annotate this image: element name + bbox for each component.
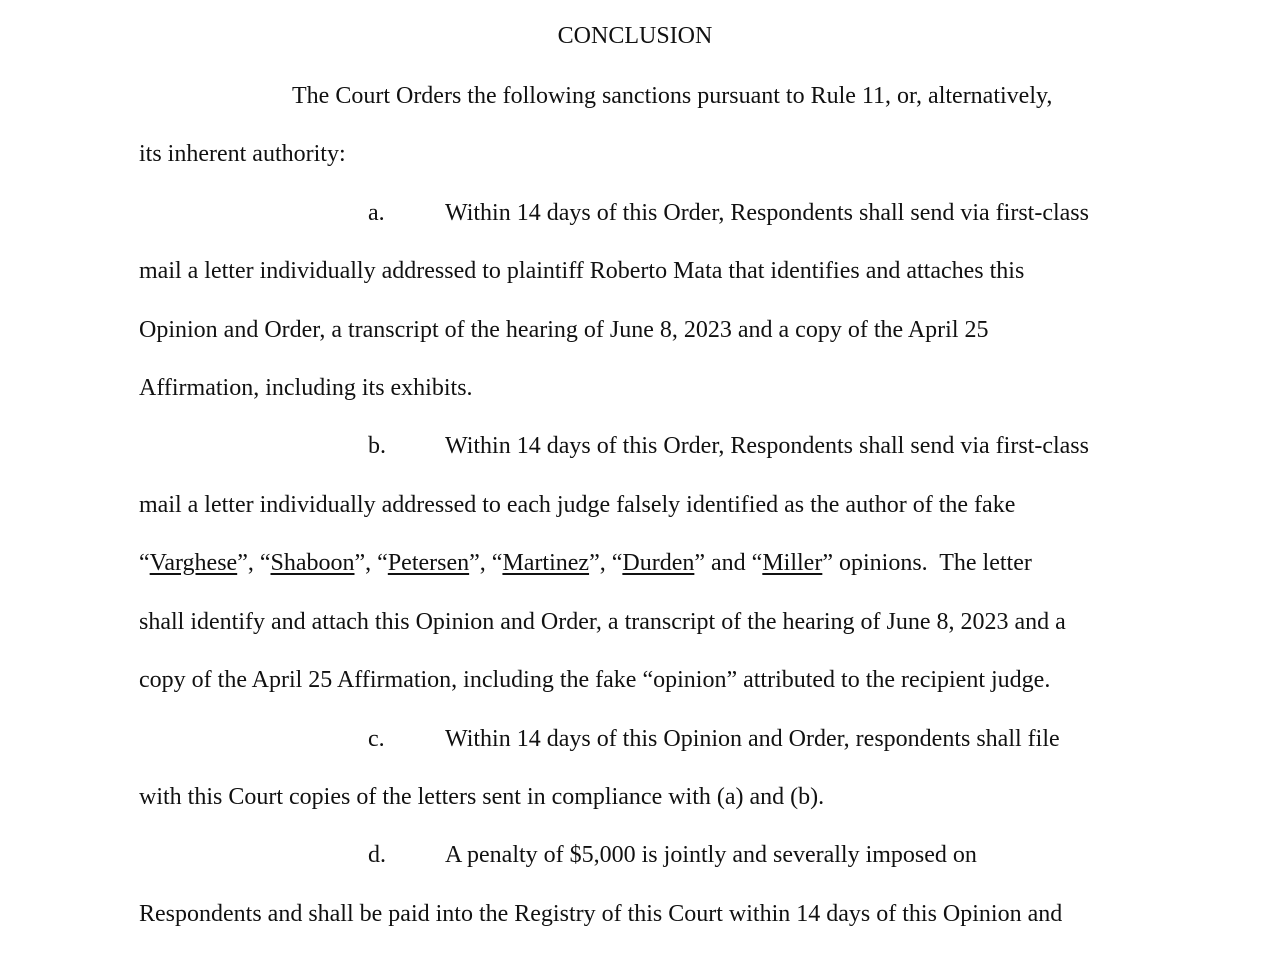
item-d-marker: d. <box>368 842 386 868</box>
item-b-line-2: mail a letter individually addressed to each judge falsely identified as the author of the fake <box>139 492 1016 518</box>
item-b-line-1: Within 14 days of this Order, Respondents shall send via first-class <box>445 433 1089 459</box>
item-a-line-2: mail a letter individually addressed to plaintiff Roberto Mata that identifies and attaches this <box>139 258 1025 284</box>
quote-mark: “ <box>139 550 150 576</box>
intro-line-1: The Court Orders the following sanctions pursuant to Rule 11, or, alternatively, <box>292 83 1053 109</box>
item-d-line-1: A penalty of $5,000 is jointly and severally imposed on <box>445 842 977 868</box>
item-b-line-5: copy of the April 25 Affirmation, including the fake “opinion” attributed to the recipient judge. <box>139 667 1051 693</box>
item-b-line-3 <box>139 548 1139 578</box>
case-name-durden: Durden <box>622 550 695 576</box>
item-c-line-2: with this Court copies of the letters sent in compliance with (a) and (b). <box>139 784 825 810</box>
intro-line-2: its inherent authority: <box>139 141 346 167</box>
quote-mark: ”, “ <box>469 550 503 576</box>
case-name-varghese: Varghese <box>149 550 238 576</box>
item-d-line-2: Respondents and shall be paid into the Registry of this Court within 14 days of this Opinion and <box>139 901 1063 927</box>
item-a-marker: a. <box>368 200 385 226</box>
quote-mark: ”, “ <box>589 550 623 576</box>
item-c-line-1: Within 14 days of this Opinion and Order, respondents shall file <box>445 726 1060 752</box>
quote-mark: ”, “ <box>237 550 271 576</box>
item-a-line-3: Opinion and Order, a transcript of the hearing of June 8, 2023 and a copy of the April 25 <box>139 317 989 343</box>
line-tail: ” opinions. The letter <box>822 550 1032 576</box>
item-c-marker: c. <box>368 726 385 752</box>
case-name-miller: Miller <box>762 550 823 576</box>
quote-mark: ”, “ <box>354 550 388 576</box>
case-name-shaboon: Shaboon <box>270 550 355 576</box>
case-name-martinez: Martinez <box>502 550 590 576</box>
quote-mark: ” and “ <box>694 550 763 576</box>
item-b-marker: b. <box>368 433 386 459</box>
item-a-line-4: Affirmation, including its exhibits. <box>139 375 473 401</box>
section-heading: CONCLUSION <box>557 23 713 49</box>
item-b-line-4: shall identify and attach this Opinion and Order, a transcript of the hearing of June 8, 2023 and a <box>139 609 1066 635</box>
item-a-line-1: Within 14 days of this Order, Respondents shall send via first-class <box>445 200 1089 226</box>
case-name-petersen: Petersen <box>387 550 470 576</box>
